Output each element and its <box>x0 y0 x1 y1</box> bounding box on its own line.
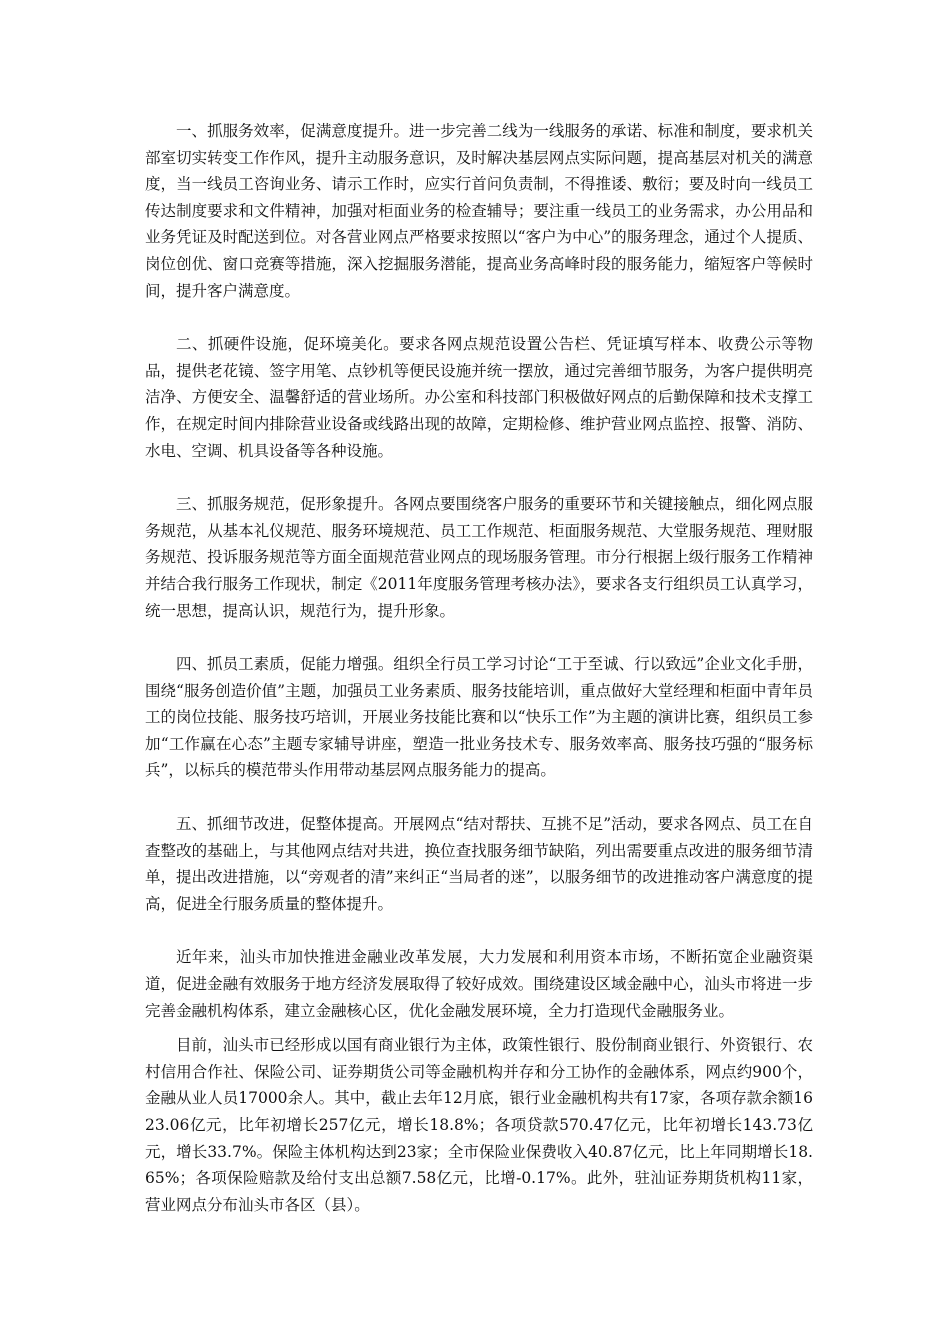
document-page <box>145 118 813 1218</box>
paragraph-detail-improvement: 五、抓细节改进，促整体提高。开展网点“结对帮扶、互挑不足”活动，要求各网点、员工在自查整改的基础上，与其他网点结对共进，换位查找服务细节缺陷，列出需要重点改进的服务细节清单，提出改进措施，以“旁观者的清”来纠正“当局者的迷”，以服务细节的改进推动客户满意度的提高，促进全行服务质量的整体提升。 <box>145 815 813 913</box>
paragraph-service-efficiency: 一、抓服务效率，促满意度提升。进一步完善二线为一线服务的承诺、标准和制度，要求机关部室切实转变工作作风，提升主动服务意识，及时解决基层网点实际问题，提高基层对机关的满意度，当一线员工咨询业务、请示工作时，应实行首问负责制，不得推诿、敷衍；要及时向一线员工传达制度要求和文件精神，加强对柜面业务的检查辅导；要注重一线员工的业务需求，办公用品和业务凭证及时配送到位。对各营业网点严格要求按照以“客户为中心”的服务理念，通过个人提质、岗位创优、窗口竞赛等措施，深入挖掘服务潜能，提高业务高峰时段的服务能力，缩短客户等候时间，提升客户满意度。 <box>145 122 813 300</box>
paragraph-shantou-finance-intro: 近年来，汕头市加快推进金融业改革发展，大力发展和利用资本市场，不断拓宽企业融资渠道，促进金融有效服务于地方经济发展取得了较好成效。围绕建设区域金融中心，汕头市将进一步完善金融机构体系，建立金融核心区，优化金融发展环境，全力打造现代金融服务业。 <box>145 948 813 1020</box>
paragraph-staff-quality: 四、抓员工素质，促能力增强。组织全行员工学习讨论“工于至诚、行以致远”企业文化手册，围绕“服务创造价值”主题，加强员工业务素质、服务技能培训，重点做好大堂经理和柜面中青年员工的岗位技能、服务技巧培训，开展业务技能比赛和以“快乐工作”为主题的演讲比赛，组织员工参加“工作赢在心态”主题专家辅导讲座，塑造一批业务技术专、服务效率高、服务技巧强的“服务标兵”，以标兵的模范带头作用带动基层网点服务能力的提高。 <box>145 655 813 780</box>
paragraph-service-standards: 三、抓服务规范，促形象提升。各网点要围绕客户服务的重要环节和关键接触点，细化网点服务规范，从基本礼仪规范、服务环境规范、员工工作规范、柜面服务规范、大堂服务规范、理财服务规范、投诉服务规范等方面全面规范营业网点的现场服务管理。市分行根据上级行服务工作精神并结合我行服务工作现状，制定《2011年度服务管理考核办法》，要求各支行组织员工认真学习，统一思想，提高认识，规范行为，提升形象。 <box>145 495 813 620</box>
paragraph-hardware-facilities: 二、抓硬件设施，促环境美化。要求各网点规范设置公告栏、凭证填写样本、收费公示等物品，提供老花镜、签字用笔、点钞机等便民设施并统一摆放，通过完善细节服务，为客户提供明亮洁净、方便安全、温馨舒适的营业场所。办公室和科技部门积极做好网点的后勤保障和技术支撑工作，在规定时间内排除营业设备或线路出现的故障，定期检修、维护营业网点监控、报警、消防、水电、空调、机具设备等各种设施。 <box>145 335 813 460</box>
paragraph-shantou-finance-status: 目前，汕头市已经形成以国有商业银行为主体，政策性银行、股份制商业银行、外资银行、农村信用合作社、保险公司、证券期货公司等金融机构并存和分工协作的金融体系，网点约900个，金融从业人员17000余人。其中，截止去年12月底，银行业金融机构共有17家，各项存款余额1623.06亿元，比年初增长257亿元，增长18.8%；各项贷款570.47亿元，比年初增长143.73亿元，增长33.7%。保险主体机构达到23家；全市保险业保费收入40.87亿元，比上年同期增长18.65%；各项保险赔款及给付支出总额7.58亿元，比增-0.17%。此外，驻汕证券期货机构11家，营业网点分布汕头市各区（县）。 <box>145 1036 813 1214</box>
